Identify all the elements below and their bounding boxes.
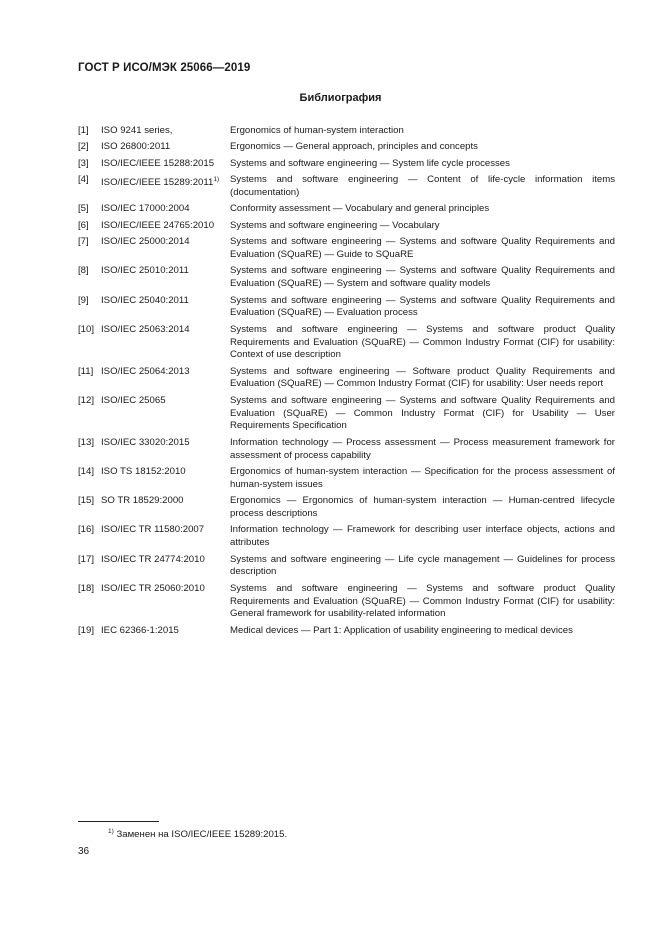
entry-number: [11] [78, 365, 94, 377]
entry-number: [14] [78, 466, 95, 478]
entry-reference-text: ISO 9241 series, [101, 125, 173, 136]
entry-description: Systems and software engineering — Content of life-cycle information items (documentation) [230, 174, 615, 198]
bibliography-entry [78, 236, 615, 262]
entry-description: Information technology — Framework for describing user interface objects, actions and attributes [230, 524, 615, 549]
entry-description: Systems and software engineering — Systems and software Quality Requirements and Evaluation (SQuaRE) — Guide to SQuaRE [230, 236, 615, 260]
entry-description: Systems and software engineering — Systems and software Quality Requirements and Evaluation (SQuaRE) — Evaluation process [230, 294, 615, 319]
entry-description: Systems and software engineering — Software product Quality Requirements and Evaluation (SQuaRE) — Common Industry Format (CIF) for usability: User needs report [230, 365, 615, 390]
entry-description: Ergonomics of human-system interaction — Specification for the process assessment of human-system issues [230, 466, 615, 490]
entry-reference-text: ISO/IEC 33020:2015 [101, 436, 190, 448]
entry-reference [101, 141, 230, 154]
entry-reference-text: ISO/IEC 25065 [101, 394, 166, 406]
entry-reference-text: IEC 62366-1:2015 [101, 624, 179, 636]
bibliography-entry [78, 366, 615, 392]
entry-number: [18] [78, 582, 95, 594]
bibliography-entry [78, 554, 615, 580]
bibliography-list [78, 125, 615, 641]
bibliography-entry [78, 395, 615, 433]
entry-number: [15] [78, 495, 95, 507]
entry-description: Ergonomics — Ergonomics of human-system interaction — Human-centred lifecycle process descriptions [230, 495, 615, 520]
bibliography-entry [78, 158, 615, 171]
bibliography-entry [78, 495, 615, 521]
entry-reference [101, 366, 230, 392]
entry-reference [101, 583, 230, 621]
footnote [108, 828, 287, 840]
entry-number: [1] [78, 125, 89, 136]
entry-reference-text: ISO/IEC 25063:2014 [101, 323, 190, 335]
entry-description: Systems and software engineering — Systems and software Quality Requirements and Evaluation (SQuaRE) — System and software quality models [230, 265, 615, 290]
entry-reference-text: ISO/IEC/IEEE 24765:2010 [101, 219, 215, 231]
entry-reference-text: ISO/IEC 25010:2011 [101, 265, 189, 277]
entry-reference [101, 625, 230, 638]
bibliography-entry [78, 524, 615, 550]
entry-reference-text: SO TR 18529:2000 [101, 495, 184, 507]
entry-reference [101, 554, 230, 580]
entry-reference [101, 125, 230, 138]
bibliography-entry [78, 583, 615, 621]
entry-reference-text: ISO/IEC TR 11580:2007 [101, 524, 205, 536]
bibliography-title: Библиография [299, 92, 382, 104]
entry-reference [101, 466, 230, 492]
entry-reference [101, 437, 230, 463]
bibliography-entry [78, 625, 615, 638]
entry-reference-text: ISO/IEC 25040:2011 [101, 294, 189, 306]
entry-reference [101, 236, 230, 262]
entry-reference [101, 220, 230, 233]
bibliography-entry [78, 220, 615, 233]
entry-description: Ergonomics of human-system interaction [230, 125, 404, 136]
entry-number: [12] [78, 394, 95, 406]
entry-reference-text: ISO/IEC/IEEE 15288:2015 [101, 157, 215, 169]
bibliography-entry [78, 203, 615, 216]
entry-reference [101, 524, 230, 550]
entry-number: [17] [78, 553, 95, 565]
footnote-reference-mark: 1) [213, 176, 220, 184]
entry-description: Ergonomics — General approach, principles and concepts [230, 141, 478, 153]
page-number: 36 [78, 846, 90, 857]
entry-reference-text: ISO/IEC/IEEE 15289:2011 [101, 177, 214, 189]
entry-reference-text: ISO TS 18152:2010 [101, 466, 186, 478]
bibliography-entry [78, 466, 615, 492]
entry-description: Systems and software engineering — Systems and software product Quality Requirements and Evaluation (SQuaRE) — Common Industry Format (CIF) for usability: General framework for usability-related information [230, 582, 615, 620]
entry-number: [3] [78, 157, 89, 169]
entry-reference [101, 395, 230, 433]
entry-reference-text: ISO/IEC TR 25060:2010 [101, 582, 205, 594]
entry-description: Information technology — Process assessment — Process measurement framework for assessment of process capability [230, 436, 615, 461]
footnote-divider [78, 821, 159, 822]
bibliography-entry [78, 265, 615, 291]
entry-number: [5] [78, 203, 89, 215]
document-header: ГОСТ Р ИСО/МЭК 25066—2019 [78, 62, 251, 74]
bibliography-entry [78, 174, 615, 200]
entry-number: [6] [78, 219, 89, 231]
entry-reference [101, 158, 230, 171]
entry-reference-text: ISO/IEC 25000:2014 [101, 236, 190, 248]
entry-description: Systems and software engineering — Systems and software Quality Requirements and Evaluation (SQuaRE) — Common Industry Format (CIF) for Usability — User Requirements Specification [230, 394, 615, 432]
entry-number: [2] [78, 141, 89, 153]
entry-number: [8] [78, 265, 89, 277]
entry-description: Systems and software engineering — Vocabulary [230, 219, 440, 231]
entry-number: [7] [78, 236, 89, 248]
entry-reference-text: ISO/IEC 25064:2013 [101, 365, 190, 377]
entry-number: [13] [78, 436, 95, 448]
entry-number: [10] [78, 323, 95, 335]
entry-reference-text: ISO 26800:2011 [101, 141, 171, 153]
entry-reference-text: ISO/IEC 17000:2004 [101, 203, 190, 215]
entry-description: Medical devices — Part 1: Application of usability engineering to medical devices [230, 624, 573, 636]
entry-reference-text: ISO/IEC TR 24774:2010 [101, 553, 205, 565]
entry-description: Systems and software engineering — System life cycle processes [230, 157, 510, 169]
entry-description: Systems and software engineering — Life cycle management — Guidelines for process description [230, 553, 615, 578]
entry-number: [16] [78, 524, 95, 536]
footnote-mark: 1) [108, 828, 114, 835]
entry-number: [9] [78, 294, 89, 306]
bibliography-entry [78, 141, 615, 154]
entry-reference [101, 174, 230, 200]
bibliography-entry [78, 125, 615, 138]
entry-reference [101, 203, 230, 216]
footnote-text: Заменен на ISO/IEC/IEEE 15289:2015. [116, 829, 288, 840]
entry-number: [19] [78, 624, 95, 636]
entry-reference [101, 495, 230, 521]
entry-reference [101, 295, 230, 321]
bibliography-entry [78, 295, 615, 321]
entry-reference [101, 324, 230, 362]
entry-number: [4] [78, 174, 89, 186]
bibliography-entry [78, 324, 615, 362]
entry-description: Conformity assessment — Vocabulary and general principles [230, 203, 490, 215]
bibliography-entry [78, 437, 615, 463]
entry-description: Systems and software engineering — Systems and software product Quality Requirements and Evaluation (SQuaRE) — Common Industry Format (CIF) for usability: Context of use description [230, 323, 615, 361]
entry-reference [101, 265, 230, 291]
